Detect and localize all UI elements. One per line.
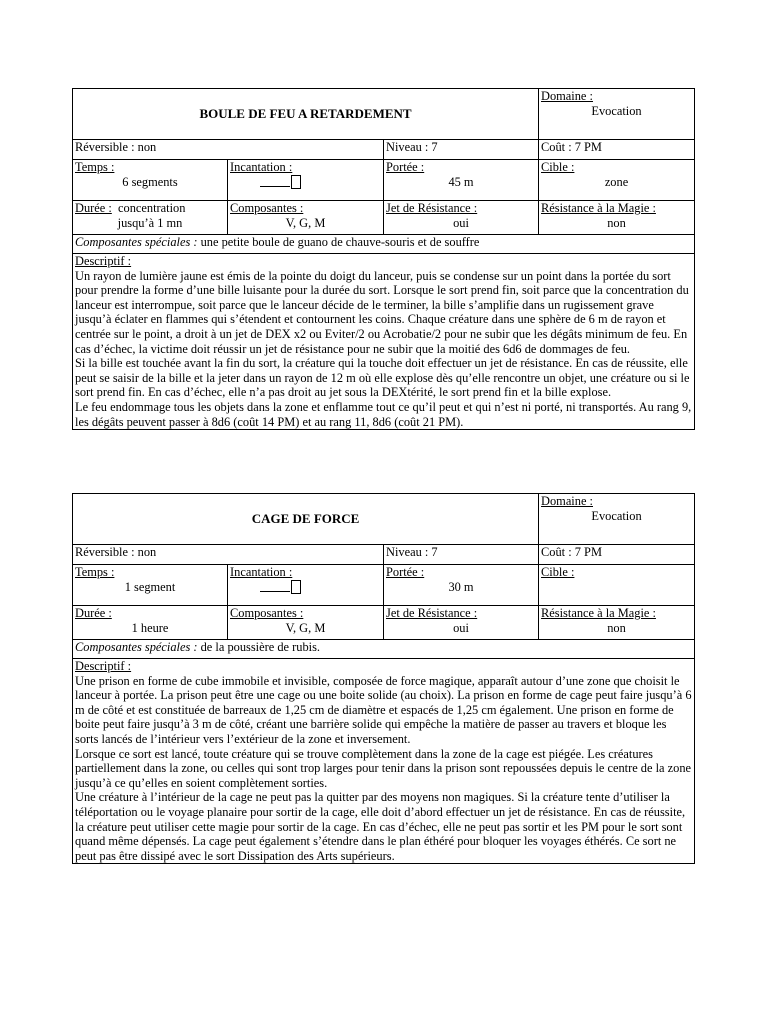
cible-value: zone	[604, 174, 629, 189]
comp-spec-value: de la poussière de rubis.	[197, 640, 321, 654]
cible-label: Cible :	[541, 160, 575, 174]
descriptif-paragraph: Un rayon de lumière jaune est émis de la pointe du doigt du lanceur, puis se condense sur un point dans la portée du sort pour prendre la forme d’une bille luisante pour la durée du sort. Lorsque le sort prend fin, soit parce que la concentration du lanceur est interrompue, soit parce que le lanceur décide de le terminer, la bille s’amplifie dans un rugissement grave jusqu’à éclater en flammes qui s’étendent et contournent les coins. Chaque créature dans une sphère de 6 m de rayon et centrée sur le point, a droit à un jet de DEX x2 ou Eviter/2 ou Acrobatie/2 pour ne subir que les dégâts minimum de feu. En cas d’échec, la victime doit réussir un jet de résistance pour ne subir que la moitié des 6d6 de dommages de feu.	[75, 268, 689, 356]
incantation-value	[230, 175, 381, 190]
duree-label: Durée :	[75, 606, 112, 620]
duree-value: 1 heure	[131, 620, 169, 635]
spell-title: CAGE DE FORCE	[73, 494, 539, 545]
cout: Coût : 7 PM	[539, 140, 695, 160]
composantes-value: V, G, M	[285, 620, 326, 635]
incantation-value	[230, 580, 381, 595]
cible-cell	[539, 160, 695, 201]
portee-value: 45 m	[448, 174, 474, 189]
descriptif-paragraph: Une prison en forme de cube immobile et invisible, composée de force magique, apparaît autour d’une zone que choisit le lanceur à portée. La prison peut être une cage ou une boite solide (au choix). La prison en forme de cage peut faire jusqu’à 6 m de côté et est constituée de barreaux de 1,25 cm de diamètre et espacés de 1,25 cm également. Une prison en forme de boite peut faire jusqu’à 3 m de côté, créant une barrière solide qui empêche la matière de passer au travers et bloque les sorts lancés de l’intérieur vers l’extérieur de la zone et inversement.	[75, 673, 692, 746]
resistance-value: non	[607, 215, 626, 230]
portee-label: Portée :	[386, 565, 425, 579]
domaine-value: Evocation	[591, 508, 642, 523]
descriptif-paragraph: Une créature à l’intérieur de la cage ne peut pas la quitter par des moyens non magiques. Si la créature tente d’utiliser la téléportation ou le voyage planaire pour sortir de la cage, elle doit d’abord effectuer un jet de résistance. En cas de réussite, la créature peut utiliser cette magie pour sortir de la cage. En cas d’échec, elle ne peut pas sortir et les PM pour le sort sont quand même dépensés. La cage peut également s’étendre dans le plan éthéré pour bloquer les voyages éthérés. Ce sort ne peut pas être dissipé avec le sort Dissipation des Arts supérieurs.	[75, 790, 686, 863]
blank-line	[260, 580, 290, 592]
spell-card-2	[72, 493, 695, 864]
incantation-label: Incantation :	[230, 160, 293, 174]
duree-cell	[73, 606, 228, 640]
composantes-cell	[228, 606, 384, 640]
portee-cell	[384, 160, 539, 201]
portee-value: 30 m	[448, 579, 474, 594]
resistance-cell	[539, 201, 695, 235]
descriptif-cell	[73, 254, 695, 430]
composantes-label: Composantes :	[230, 606, 304, 620]
spell-title: BOULE DE FEU A RETARDEMENT	[73, 89, 539, 140]
niveau: Niveau : 7	[384, 545, 539, 565]
resistance-label: Résistance à la Magie :	[541, 201, 656, 215]
temps-cell	[73, 565, 228, 606]
temps-value: 6 segments	[122, 174, 178, 189]
blank-line	[260, 175, 290, 187]
jet-label: Jet de Résistance :	[386, 606, 478, 620]
jet-cell	[384, 606, 539, 640]
domaine-label: Domaine :	[541, 89, 593, 103]
niveau: Niveau : 7	[384, 140, 539, 160]
box-glyph-icon	[291, 175, 301, 189]
temps-label: Temps :	[75, 565, 115, 579]
composantes-cell	[228, 201, 384, 235]
portee-cell	[384, 565, 539, 606]
composantes-value: V, G, M	[285, 215, 326, 230]
duree-value: concentration	[118, 201, 186, 215]
comp-spec-label: Composantes spéciales :	[75, 235, 198, 249]
cible-cell	[539, 565, 695, 606]
descriptif-paragraph: Si la bille est touchée avant la fin du sort, la créature qui la touche doit effectuer un jet de résistance. En cas de réussite, elle peut se saisir de la bille et la jeter dans un rayon de 12 m où elle explose dès qu’elle rencontre un objet, une créature ou si le sort prend fin. En cas d’échec, elle n’a pas droit au jet sous la DEXtérité, le sort prend fin et la bille explose.	[75, 356, 690, 400]
descriptif-cell	[73, 659, 695, 864]
reversible: Réversible : non	[73, 545, 384, 565]
temps-label: Temps :	[75, 160, 115, 174]
resistance-label: Résistance à la Magie :	[541, 606, 656, 620]
domaine-cell	[539, 494, 695, 545]
composantes-label: Composantes :	[230, 201, 304, 215]
descriptif-label: Descriptif :	[75, 659, 132, 673]
comp-spec-label: Composantes spéciales :	[75, 640, 198, 654]
box-glyph-icon	[291, 580, 301, 594]
jet-value: oui	[453, 620, 469, 635]
temps-value: 1 segment	[124, 579, 176, 594]
resistance-value: non	[607, 620, 626, 635]
portee-label: Portée :	[386, 160, 425, 174]
jet-cell	[384, 201, 539, 235]
temps-cell	[73, 160, 228, 201]
composantes-speciales	[73, 235, 695, 254]
cout: Coût : 7 PM	[539, 545, 695, 565]
descriptif-paragraph: Le feu endommage tous les objets dans la zone et enflamme tout ce qu’il peut et qui n’est ni porté, ni transportés. Au rang 9, les dégâts peuvent passer à 8d6 (coût 14 PM) et au rang 11, 8d6 (coût 21 PM).	[75, 399, 692, 429]
resistance-cell	[539, 606, 695, 640]
jet-value: oui	[453, 215, 469, 230]
domaine-cell	[539, 89, 695, 140]
domaine-value: Evocation	[591, 103, 642, 118]
spell-card-1	[72, 88, 695, 430]
incantation-cell	[228, 565, 384, 606]
domaine-label: Domaine :	[541, 494, 593, 508]
descriptif-paragraph: Lorsque ce sort est lancé, toute créature qui se trouve complètement dans la zone de la cage est piégée. Les créatures partiellement dans la zone, ou celles qui sont trop larges pour tenir dans la prison sont repoussées depuis le centre de la zone jusqu’à ce qu’elles en soient complètement sorties.	[75, 746, 692, 790]
comp-spec-value: une petite boule de guano de chauve-souris et de souffre	[197, 235, 480, 249]
jet-label: Jet de Résistance :	[386, 201, 478, 215]
descriptif-label: Descriptif :	[75, 254, 132, 268]
reversible: Réversible : non	[73, 140, 384, 160]
duree-cell	[73, 201, 228, 235]
duree-value-2: jusqu’à 1 mn	[117, 215, 183, 230]
incantation-label: Incantation :	[230, 565, 293, 579]
cible-label: Cible :	[541, 565, 575, 579]
incantation-cell	[228, 160, 384, 201]
duree-label: Durée :	[75, 201, 112, 215]
composantes-speciales	[73, 640, 695, 659]
